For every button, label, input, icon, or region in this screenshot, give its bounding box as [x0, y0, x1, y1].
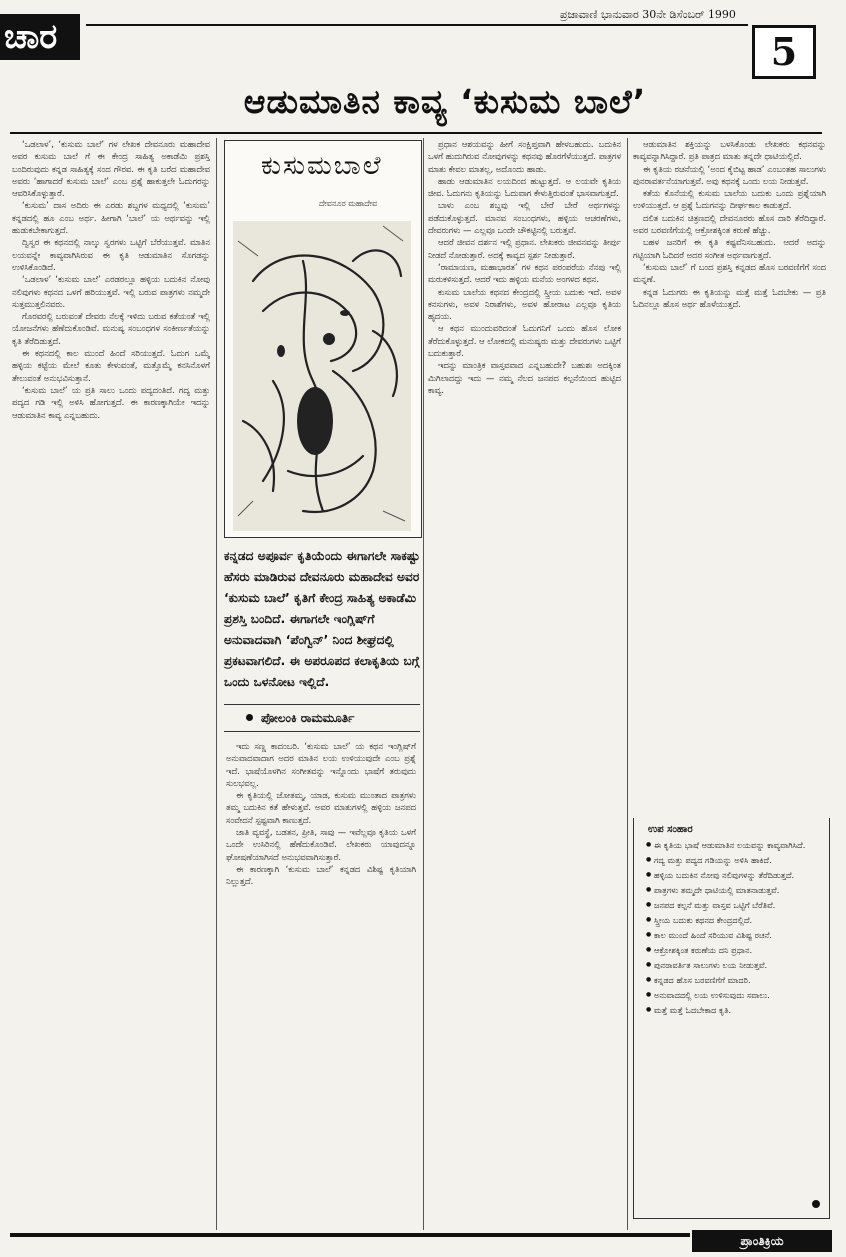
- article-column-4: [633, 138, 826, 813]
- paragraph: ದ್ವಿಸ್ವರ ಈ ಕಥನದಲ್ಲಿ ನಾಲ್ಕು ಸ್ವರಗಳು ಒಟ್ಟಿಗೆ ಬೆರೆಯುತ್ತವೆ. ಮಾತಿನ ಲಯವನ್ನೇ ಕಾವ್ಯವಾಗಿಸಿರುವ ಈ ಕೃತಿ ಆಡುಮಾತಿನ ಸೊಗಡನ್ನು ಉಳಿಸಿಕೊಂಡಿದೆ.: [12, 237, 210, 272]
- paragraph: ಕತೆಯ ಕೊನೆಯಲ್ಲಿ ಕುಸುಮ ಬಾಲೆಯ ಬದುಕು ಒಂದು ಪ್ರಶ್ನೆಯಾಗಿ ಉಳಿಯುತ್ತದೆ. ಆ ಪ್ರಶ್ನೆ ಓದುಗನನ್ನು ದೀರ್ಘಕಾಲ ಕಾಡುತ್ತದೆ.: [633, 188, 826, 211]
- paragraph: ಪ್ರಧಾನ ಆಶಯವನ್ನು ಹೀಗೆ ಸಂಕ್ಷಿಪ್ತವಾಗಿ ಹೇಳಬಹುದು. ಬದುಕಿನ ಒಳಗೆ ಹುದುಗಿರುವ ನೋವುಗಳನ್ನು ಕಥನವು ಹೊರಗೆಳೆಯುತ್ತದೆ. ಪಾತ್ರಗಳ ಮಾತು ಕೇವಲ ಮಾತಲ್ಲ, ಅದೊಂದು ಹಾಡು.: [428, 139, 621, 174]
- paragraph: ದಲಿತ ಬದುಕಿನ ಚಿತ್ರಣದಲ್ಲಿ ದೇವನೂರರು ಹೊಸ ದಾರಿ ತೆರೆದಿದ್ದಾರೆ. ಅವರ ಬರವಣಿಗೆಯಲ್ಲಿ ಆಕ್ರೋಶಕ್ಕಿಂತ ಕರುಣೆ ಹೆಚ್ಚು.: [633, 212, 826, 236]
- headline-rule: [10, 132, 822, 134]
- list-item: ● ಸ್ತ್ರೀಯ ಬದುಕು ಕಥನದ ಕೇಂದ್ರದಲ್ಲಿದೆ.: [646, 914, 825, 926]
- bullet-icon: [246, 714, 253, 721]
- column-divider: [423, 138, 424, 1230]
- paragraph: ಕನ್ನಡ ಓದುಗರು ಈ ಕೃತಿಯನ್ನು ಮತ್ತೆ ಮತ್ತೆ ಓದಬೇಕು — ಪ್ರತಿ ಓದಿನಲ್ಲೂ ಹೊಸ ಅರ್ಥ ಹೊಳೆಯುತ್ತದೆ.: [633, 286, 826, 309]
- footer-rule: [10, 1233, 690, 1237]
- list-item: ● ಈ ಕೃತಿಯ ಭಾಷೆ ಆಡುಮಾತಿನ ಲಯವನ್ನು ಕಾವ್ಯವಾಗಿಸಿದೆ.: [646, 839, 825, 851]
- paragraph: ಗೊರವರಲ್ಲಿ ಬರುವಂತೆ ದೇವರು ನೆಲಕ್ಕೆ ಇಳಿದು ಬರುವ ಕತೆಯಂತೆ ಇಲ್ಲಿ ಯೋಜನೆಗಳು ಹೆಣೆದುಕೊಂಡಿವೆ. ಮನುಷ್ಯ ಸಂಬಂಧಗಳ ಸಂಕೀರ್ಣತೆಯನ್ನು ಕೃತಿ ತೆರೆದಿಡುತ್ತದೆ.: [12, 311, 210, 346]
- paragraph: ಕುಸುಮ ಬಾಲೆಯ ಕಥನದ ಕೇಂದ್ರದಲ್ಲಿ ಸ್ತ್ರೀಯ ಬದುಕು ಇದೆ. ಅವಳ ಕನಸುಗಳು, ಅವಳ ನಿರಾಶೆಗಳು, ಅವಳ ಹೋರಾಟ ಎಲ್ಲವೂ ಕೃತಿಯ ಹೃದಯ.: [428, 286, 621, 322]
- section-masthead: ಚಾರ: [0, 14, 80, 60]
- dateline: ಪ್ರಜಾವಾಣಿ ಭಾನುವಾರ 30ನೇ ಡಿಸೆಂಬರ್ 1990: [560, 8, 736, 21]
- article-column-1: [12, 138, 210, 1228]
- end-mark-icon: [812, 1200, 820, 1208]
- article-column-2: [226, 740, 416, 1230]
- paragraph: ಆಡುಮಾತಿನ ಶಕ್ತಿಯನ್ನು ಬಳಸಿಕೊಂಡು ಲೇಖಕರು ಕಥನವನ್ನು ಕಾವ್ಯವನ್ನಾಗಿಸಿದ್ದಾರೆ. ಪ್ರತಿ ಪಾತ್ರದ ಮಾತು ತನ್ನದೇ ಧಾಟಿಯಲ್ಲಿದೆ.: [633, 139, 826, 162]
- column-divider: [627, 138, 628, 1230]
- paragraph: ಇದನ್ನು ಮಾಂತ್ರಿಕ ವಾಸ್ತವವಾದ ಎನ್ನಬಹುದೇ? ಬಹುಶಃ ಅದಕ್ಕಿಂತ ಮಿಗಿಲಾದದ್ದು ಇದು — ನಮ್ಮ ನೆಲದ ಜನಪದ ಕಲ್ಪನೆಯಿಂದ ಹುಟ್ಟಿದ ಕಾವ್ಯ.: [428, 360, 621, 395]
- list-item: ● ಪುನರಾವರ್ತಿತ ಸಾಲುಗಳು ಲಯ ನೀಡುತ್ತವೆ.: [646, 959, 825, 971]
- paragraph: ‘ಕುಸುಮ’ ದಾಸ ಅದಿರು ಈ ಎರಡು ಶಬ್ದಗಳ ಮಧ್ಯದಲ್ಲಿ ‘ಕುಸುಮ’ ಕನ್ನಡದಲ್ಲಿ ಹೂ ಎಂಬ ಅರ್ಥ. ಹೀಗಾಗಿ ‘ಬಾಲೆ’ ಯ ಅರ್ಥವನ್ನು ಇಲ್ಲಿ ಹುಡುಕಬೇಕಾಗುತ್ತದೆ.: [12, 200, 210, 236]
- summary-title: ಉಪ ಸಂಹಾರ: [648, 824, 693, 835]
- book-cover-illustration: [224, 140, 422, 538]
- paragraph: ‘ಒಡಲಾಳ’ ‘ಕುಸುಮ ಬಾಲೆ’ ಎರಡರಲ್ಲೂ ಹಳ್ಳಿಯ ಬದುಕಿನ ನೋವು ನಲಿವುಗಳು ಕಥನದ ಒಳಗೆ ಹರಿಯುತ್ತವೆ. ಇಲ್ಲಿ ಬರುವ ಪಾತ್ರಗಳು ನಮ್ಮದೇ ಸುತ್ತಮುತ್ತಲಿನವರು.: [12, 274, 210, 309]
- paragraph: ಆದರೆ ಜೀವನ ದರ್ಶನ ಇಲ್ಲಿ ಪ್ರಧಾನ. ಲೇಖಕರು ಜೀವನವನ್ನು ತೀರ್ಪು ನೀಡದೆ ನೋಡುತ್ತಾರೆ. ಅದಕ್ಕೆ ಕಾವ್ಯದ ಸ್ಪರ್ಶ ನೀಡುತ್ತಾರೆ.: [428, 237, 621, 260]
- paragraph: ಆ ಕಥನ ಮುಂದುವರಿದಂತೆ ಓದುಗನಿಗೆ ಒಂದು ಹೊಸ ಲೋಕ ತೆರೆದುಕೊಳ್ಳುತ್ತದೆ. ಆ ಲೋಕದಲ್ಲಿ ಮನುಷ್ಯರು ಮತ್ತು ದೇವರುಗಳು ಒಟ್ಟಿಗೆ ಬದುಕುತ್ತಾರೆ.: [428, 323, 621, 359]
- summary-box: [633, 818, 830, 1219]
- paragraph: ಈ ಕೃತಿಯ ರಚನೆಯಲ್ಲಿ ‘ಅಂದ ಕೈಬಿಟ್ಟ ಹಾಡ’ ಎಂಬಂತಹ ಸಾಲುಗಳು ಪುನರಾವರ್ತನೆಯಾಗುತ್ತವೆ. ಅವು ಕಥನಕ್ಕೆ ಒಂದು ಲಯ ನೀಡುತ್ತವೆ.: [633, 163, 826, 186]
- article-headline: ಆಡುಮಾತಿನ ಕಾವ್ಯ ‘ಕುಸುಮ ಬಾಲೆ’: [243, 82, 647, 121]
- paragraph: ‘ಒಡಲಾಳ’, ‘ಕುಸುಮ ಬಾಲೆ’ ಗಳ ಲೇಖಕ ದೇವನೂರು ಮಹಾದೇವ ಅವರ ಕುಸುಮ ಬಾಲೆ ಗೆ ಈ ಕೇಂದ್ರ ಸಾಹಿತ್ಯ ಅಕಾಡೆಮಿ ಪ್ರಶಸ್ತಿ ಬಂದಿರುವುದು ಕನ್ನಡ ಸಾಹಿತ್ಯಕ್ಕೆ ಸಂದ ಗೌರವ. ಈ ಕೃತಿ ಬರೆದ ಮಹಾದೇವ ಅವರು ‘ಹಾಗಾದರೆ ಕುಸುಮ ಬಾಲೆ’ ಎಂಬ ಪ್ರಶ್ನೆ ಹಾಕುತ್ತಲೇ ಓದುಗರನ್ನು ಆವರಿಸಿಕೊಳ್ಳುತ್ತಾರೆ.: [12, 139, 210, 199]
- header-rule: [86, 24, 748, 26]
- column-divider: [216, 138, 217, 1230]
- paragraph: ಹಾಡು ಆಡುಮಾತಿನ ಲಯದಿಂದ ಹುಟ್ಟುತ್ತದೆ. ಆ ಲಯವೇ ಕೃತಿಯ ಜೀವ. ಓದುಗನು ಕೃತಿಯನ್ನು ಓದುವಾಗ ಕೇಳುತ್ತಿರುವಂತೆ ಭಾಸವಾಗುತ್ತದೆ.: [428, 175, 621, 199]
- book-title: ಕುಸುಮಬಾಲೆ: [261, 151, 383, 181]
- paragraph: ‘ಕುಸುಮ ಬಾಲೆ’ ಗೆ ಬಂದ ಪ್ರಶಸ್ತಿ ಕನ್ನಡದ ಹೊಸ ಬರವಣಿಗೆಗೆ ಸಂದ ಮನ್ನಣೆ.: [633, 261, 826, 285]
- paragraph: ಬಹಳ ಜನರಿಗೆ ಈ ಕೃತಿ ಕಷ್ಟವೆನಿಸಬಹುದು. ಆದರೆ ಅದನ್ನು ಗಟ್ಟಿಯಾಗಿ ಓದಿದರೆ ಅದರ ಸಂಗೀತ ಅರ್ಥವಾಗುತ್ತದೆ.: [633, 237, 826, 260]
- article-column-3: [428, 138, 621, 1228]
- list-item: ● ಮತ್ತೆ ಮತ್ತೆ ಓದಬೇಕಾದ ಕೃತಿ.: [646, 1004, 825, 1016]
- paragraph: ಈ ಕಥನದಲ್ಲಿ ಕಾಲ ಮುಂದೆ ಹಿಂದೆ ಸರಿಯುತ್ತದೆ. ಓದುಗ ಒಮ್ಮೆ ಹಳ್ಳಿಯ ಕಟ್ಟೆಯ ಮೇಲೆ ಕೂತು ಕೇಳುವಂತೆ, ಮತ್ತೊಮ್ಮೆ ಕನಸಿನೊಳಗೆ ತೇಲುವಂತೆ ಅನುಭವಿಸುತ್ತಾನೆ.: [12, 348, 210, 383]
- paragraph: ಬಾಳು ಎಂಬ ಶಬ್ದವು ಇಲ್ಲಿ ಬೇರೆ ಬೇರೆ ಅರ್ಥಗಳನ್ನು ಪಡೆದುಕೊಳ್ಳುತ್ತದೆ. ಮಾನವ ಸಂಬಂಧಗಳು, ಹಳ್ಳಿಯ ಆಚರಣೆಗಳು, ದೇವರುಗಳು — ಎಲ್ಲವೂ ಒಂದೇ ಚೌಕಟ್ಟಿನಲ್ಲಿ ಬರುತ್ತವೆ.: [428, 200, 621, 236]
- list-item: ● ಅನುವಾದದಲ್ಲಿ ಲಯ ಉಳಿಸುವುದು ಸವಾಲು.: [646, 989, 825, 1001]
- book-author: ದೇವನೂರ ಮಹಾದೇವ: [319, 199, 378, 208]
- page-number: 5: [752, 25, 816, 79]
- paragraph: ‘ಕುಸುಮ ಬಾಲೆ’ ಯ ಪ್ರತಿ ಸಾಲು ಒಂದು ಪದ್ಯದಂತಿದೆ. ಗದ್ಯ ಮತ್ತು ಪದ್ಯದ ಗಡಿ ಇಲ್ಲಿ ಅಳಿಸಿ ಹೋಗುತ್ತದೆ. ಈ ಕಾರಣಕ್ಕಾಗಿಯೇ ಇದನ್ನು ಆಡುಮಾತಿನ ಕಾವ್ಯ ಎನ್ನಬಹುದು.: [12, 384, 210, 420]
- list-item: ● ಕನ್ನಡದ ಹೊಸ ಬರವಣಿಗೆಗೆ ಮಾದರಿ.: [646, 974, 825, 986]
- byline: [224, 704, 420, 732]
- paragraph: ಇದು ಸಣ್ಣ ಕಾದಂಬರಿ. ‘ಕುಸುಮ ಬಾಲೆ’ ಯ ಕಥನ ಇಂಗ್ಲಿಷ್‌ಗೆ ಅನುವಾದವಾದಾಗ ಅದರ ಮಾತಿನ ಲಯ ಉಳಿಯುವುದೇ ಎಂಬ ಪ್ರಶ್ನೆ ಇದೆ. ಭಾಷೆಯೊಳಗಿನ ಸಂಗೀತವನ್ನು ಇನ್ನೊಂದು ಭಾಷೆಗೆ ತರುವುದು ಸುಲಭವಲ್ಲ.: [226, 741, 416, 788]
- list-item: ● ಹಳ್ಳಿಯ ಬದುಕಿನ ನೋವು ನಲಿವುಗಳನ್ನು ತೆರೆದಿಡುತ್ತದೆ.: [646, 869, 825, 881]
- paragraph: ಈ ಕೃತಿಯಲ್ಲಿ ಜೋತಮ್ಮ, ಯಾಡ, ಕುಸುಮ ಮುಂತಾದ ಪಾತ್ರಗಳು ತಮ್ಮ ಬದುಕಿನ ಕತೆ ಹೇಳುತ್ತವೆ. ಅವರ ಮಾತುಗಳಲ್ಲಿ ಹಳ್ಳಿಯ ಜನಪದ ಸಂವೇದನೆ ಸ್ಪಷ್ಟವಾಗಿ ಕಾಣುತ್ತದೆ.: [226, 790, 416, 825]
- list-item: ● ಜನಪದ ಕಲ್ಪನೆ ಮತ್ತು ವಾಸ್ತವ ಒಟ್ಟಿಗೆ ಬೆರೆತಿವೆ.: [646, 899, 825, 911]
- paragraph: ‘ರಾಮಾಯಣ, ಮಹಾಭಾರತ’ ಗಳ ಕಥನ ಪರಂಪರೆಯ ನೆನಪು ಇಲ್ಲಿ ಮರುಕಳಿಸುತ್ತದೆ. ಆದರೆ ಇದು ಹಳ್ಳಿಯ ಮನೆಯ ಅಂಗಳದ ಕಥನ.: [428, 261, 621, 285]
- list-item: ● ಪಾತ್ರಗಳು ತಮ್ಮದೇ ಧಾಟಿಯಲ್ಲಿ ಮಾತನಾಡುತ್ತವೆ.: [646, 884, 825, 896]
- paragraph: ಜಾತಿ ವ್ಯವಸ್ಥೆ, ಬಡತನ, ಪ್ರೀತಿ, ಸಾವು — ಇವೆಲ್ಲವೂ ಕೃತಿಯ ಒಳಗೆ ಒಂದೇ ಉಸಿರಿನಲ್ಲಿ ಹೆಣೆದುಕೊಂಡಿವೆ. ಲೇಖಕರು ಯಾವುದನ್ನೂ ಘೋಷಣೆಯಾಗಿಸದೆ ಅನುಭವವಾಗಿಸುತ್ತಾರೆ.: [226, 827, 416, 862]
- footer-section-tag: ಪ್ರಾಂತಿಕ್ರಿಯ: [692, 1230, 832, 1252]
- list-item: ● ಆಕ್ರೋಶಕ್ಕಿಂತ ಕರುಣೆಯ ದನಿ ಪ್ರಧಾನ.: [646, 944, 825, 956]
- pull-quote: ಕನ್ನಡದ ಅಪೂರ್ವ ಕೃತಿಯೆಂದು ಈಗಾಗಲೇ ಸಾಕಷ್ಟು ಹೆಸರು ಮಾಡಿರುವ ದೇವನೂರು ಮಹಾದೇವ ಅವರ ‘ಕುಸುಮ ಬಾಲೆ’ ಕೃತಿಗೆ ಕೇಂದ್ರ ಸಾಹಿತ್ಯ ಅಕಾಡೆಮಿ ಪ್ರಶಸ್ತಿ ಬಂದಿದೆ. ಈಗಾಗಲೇ ಇಂಗ್ಲಿಷ್‌ಗೆ ಅನುವಾದವಾಗಿ ‘ಪೆಂಗ್ವಿನ್’ ನಿಂದ ಶೀಘ್ರದಲ್ಲಿ ಪ್ರಕಟವಾಗಲಿದೆ. ಈ ಅಪರೂಪದ ಕಲಾಕೃತಿಯ ಬಗ್ಗೆ ಒಂದು ಒಳನೋಟ ಇಲ್ಲಿದೆ.: [224, 549, 420, 689]
- dancing-figure-artwork: [233, 221, 411, 531]
- page-header: [0, 0, 846, 75]
- paragraph: ಈ ಕಾರಣಕ್ಕಾಗಿ ‘ಕುಸುಮ ಬಾಲೆ’ ಕನ್ನಡದ ವಿಶಿಷ್ಟ ಕೃತಿಯಾಗಿ ನಿಲ್ಲುತ್ತದೆ.: [226, 863, 416, 887]
- list-item: ● ಗದ್ಯ ಮತ್ತು ಪದ್ಯದ ಗಡಿಯನ್ನು ಅಳಿಸಿ ಹಾಕಿದೆ.: [646, 854, 825, 866]
- list-item: ● ಕಾಲ ಮುಂದೆ ಹಿಂದೆ ಸರಿಯುವ ವಿಶಿಷ್ಟ ರಚನೆ.: [646, 929, 825, 941]
- author-name: ಪೋಲಂಕಿ ರಾಮಮೂರ್ತಿ: [261, 711, 355, 725]
- summary-list: [634, 839, 829, 1016]
